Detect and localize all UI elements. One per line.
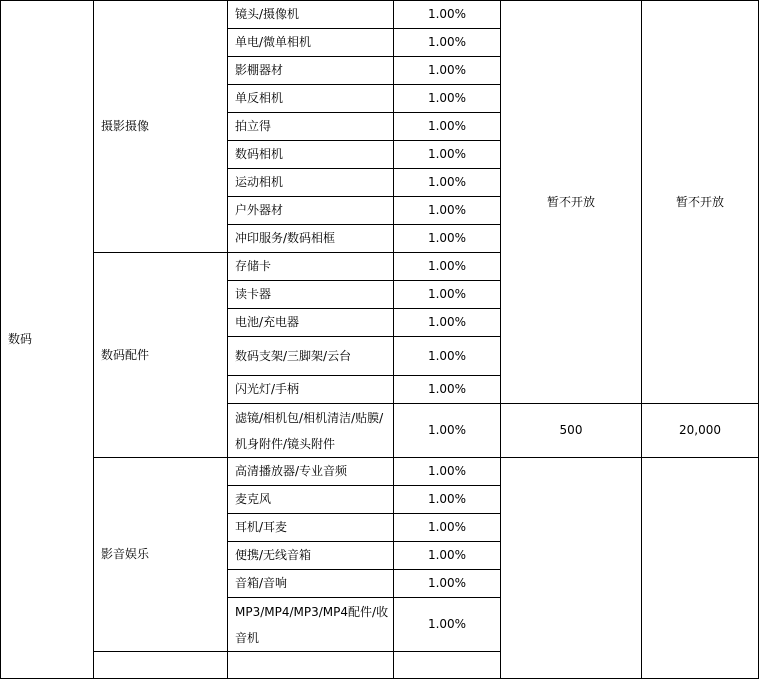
group-cell-photography: 摄影摄像 — [94, 1, 228, 253]
col5-empty-cell — [642, 458, 759, 679]
item-rate: 1.00% — [394, 113, 501, 141]
item-name: 麦克风 — [228, 486, 394, 514]
item-name: 读卡器 — [228, 281, 394, 309]
item-rate: 1.00% — [394, 376, 501, 404]
item-rate: 1.00% — [394, 542, 501, 570]
group-cell-accessories: 数码配件 — [94, 253, 228, 458]
item-rate: 1.00% — [394, 197, 501, 225]
item-name: 影棚器材 — [228, 57, 394, 85]
group-cell-next — [94, 652, 228, 679]
item-name: 电池/充电器 — [228, 309, 394, 337]
item-rate: 1.00% — [394, 141, 501, 169]
item-rate: 1.00% — [394, 404, 501, 458]
item-name — [228, 652, 394, 679]
item-name: 耳机/耳麦 — [228, 514, 394, 542]
item-name: 存储卡 — [228, 253, 394, 281]
col4-closed-cell: 暂不开放 — [501, 1, 642, 404]
item-rate: 1.00% — [394, 85, 501, 113]
item-rate: 1.00% — [394, 169, 501, 197]
item-name: 运动相机 — [228, 169, 394, 197]
item-name: 便携/无线音箱 — [228, 542, 394, 570]
item-rate: 1.00% — [394, 1, 501, 29]
table-row — [1, 458, 759, 486]
item-rate: 1.00% — [394, 225, 501, 253]
item-name: 镜头/摄像机 — [228, 1, 394, 29]
item-name: 户外器材 — [228, 197, 394, 225]
col5-value-cell: 20,000 — [642, 404, 759, 458]
item-rate: 1.00% — [394, 458, 501, 486]
item-name: 闪光灯/手柄 — [228, 376, 394, 404]
table-row — [1, 1, 759, 29]
item-rate: 1.00% — [394, 514, 501, 542]
item-name: 拍立得 — [228, 113, 394, 141]
group-cell-audio: 影音娱乐 — [94, 458, 228, 652]
item-name: 滤镜/相机包/相机清洁/贴膜/机身附件/镜头附件 — [228, 404, 394, 458]
item-name: MP3/MP4/MP3/MP4配件/收音机 — [228, 598, 394, 652]
item-rate: 1.00% — [394, 57, 501, 85]
item-name: 冲印服务/数码相框 — [228, 225, 394, 253]
item-rate: 1.00% — [394, 253, 501, 281]
item-rate: 1.00% — [394, 486, 501, 514]
col5-closed-cell: 暂不开放 — [642, 1, 759, 404]
item-rate: 1.00% — [394, 309, 501, 337]
item-rate: 1.00% — [394, 570, 501, 598]
col4-empty-cell — [501, 458, 642, 679]
item-name: 音箱/音响 — [228, 570, 394, 598]
item-rate — [394, 652, 501, 679]
item-rate: 1.00% — [394, 29, 501, 57]
item-rate: 1.00% — [394, 337, 501, 376]
item-rate: 1.00% — [394, 598, 501, 652]
item-name: 单反相机 — [228, 85, 394, 113]
item-rate: 1.00% — [394, 281, 501, 309]
item-name: 数码相机 — [228, 141, 394, 169]
item-name: 数码支架/三脚架/云台 — [228, 337, 394, 376]
category-cell: 数码 — [1, 1, 94, 679]
col4-value-cell: 500 — [501, 404, 642, 458]
item-name: 高清播放器/专业音频 — [228, 458, 394, 486]
item-name: 单电/微单相机 — [228, 29, 394, 57]
